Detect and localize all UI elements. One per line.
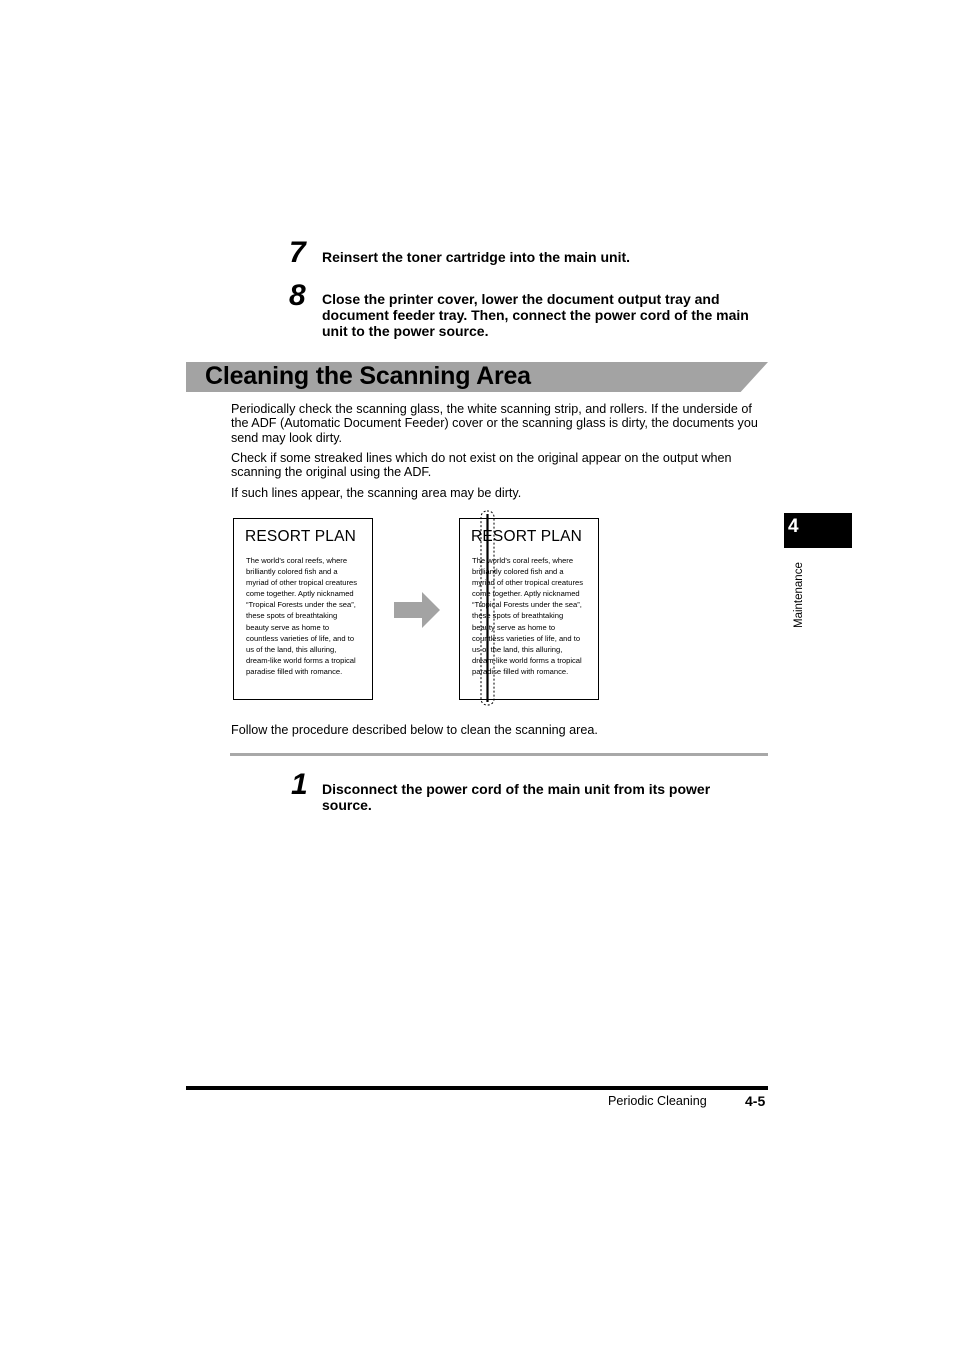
- doc-line: these spots of breathtaking: [472, 611, 564, 621]
- step-1-text: Disconnect the power cord of the main unit from its power source.: [322, 781, 711, 813]
- step-8-text: Close the printer cover, lower the document output tray and document feeder tray. Then, connect the power cord of the main unit to the power source.: [322, 291, 749, 339]
- doc-line: brilliantly colored fish and a: [246, 567, 338, 577]
- step-7-number: 7: [289, 236, 306, 269]
- original-doc-body: [246, 555, 370, 677]
- original-document: [233, 518, 373, 700]
- page-number: 4-5: [745, 1093, 766, 1109]
- doc-line: “Tropical Forests under the sea”,: [246, 600, 356, 610]
- step-7-text: Reinsert the toner cartridge into the main unit.: [322, 249, 631, 265]
- procedure-divider: [230, 753, 768, 756]
- doc-line: The world's coral reefs, where: [472, 556, 574, 565]
- doc-line: myriad of other tropical creatures: [472, 578, 583, 588]
- dirty-paragraph: If such lines appear, the scanning area may be dirty.: [231, 486, 522, 500]
- doc-line: countless varieties of life, and to: [246, 633, 355, 643]
- doc-line: paradise filled with romance.: [472, 666, 569, 676]
- intro-paragraph: Periodically check the scanning glass, the white scanning strip, and rollers. If the underside of the ADF (Automatic Document Feeder) cover or the scanning glass is dirty, the documents you send may look dirty.: [231, 402, 758, 445]
- step-1-number: 1: [291, 768, 308, 801]
- footer-section: Periodic Cleaning: [608, 1094, 707, 1108]
- doc-line: dream-like world forms a tropical: [472, 655, 582, 665]
- doc-line: paradise filled with romance.: [246, 666, 343, 676]
- doc-line: countless varieties of life, and to: [472, 633, 581, 643]
- doc-line: “Tropical Forests under the sea”,: [472, 600, 582, 610]
- chapter-label: Maintenance: [793, 562, 805, 628]
- doc-line: us of the land, this alluring,: [472, 644, 563, 654]
- doc-line: dream-like world forms a tropical: [246, 655, 356, 665]
- doc-line: beauty serve as home to: [472, 622, 556, 632]
- doc-line: brilliantly colored fish and a: [472, 567, 564, 577]
- section-title: Cleaning the Scanning Area: [205, 362, 531, 390]
- footer-rule: [186, 1086, 768, 1090]
- step-8-number: 8: [289, 279, 306, 312]
- follow-paragraph: Follow the procedure described below to clean the scanning area.: [231, 723, 598, 737]
- doc-line: come together. Aptly nicknamed: [472, 589, 580, 599]
- original-doc-title: RESORT PLAN: [245, 528, 357, 545]
- right-arrow-icon: [392, 591, 442, 629]
- check-paragraph: Check if some streaked lines which do not exist on the original appear on the output when scanning the original using the ADF.: [231, 451, 732, 480]
- doc-line: come together. Aptly nicknamed: [246, 589, 354, 599]
- streak-highlight: [478, 508, 498, 708]
- doc-line: The world's coral reefs, where: [246, 556, 348, 565]
- output-doc-title: RESORT PLAN: [471, 528, 583, 545]
- doc-line: these spots of breathtaking: [246, 611, 338, 621]
- doc-line: beauty serve as home to: [246, 622, 330, 632]
- doc-line: myriad of other tropical creatures: [246, 578, 357, 588]
- chapter-number: 4: [788, 516, 799, 537]
- doc-line: us of the land, this alluring,: [246, 644, 337, 654]
